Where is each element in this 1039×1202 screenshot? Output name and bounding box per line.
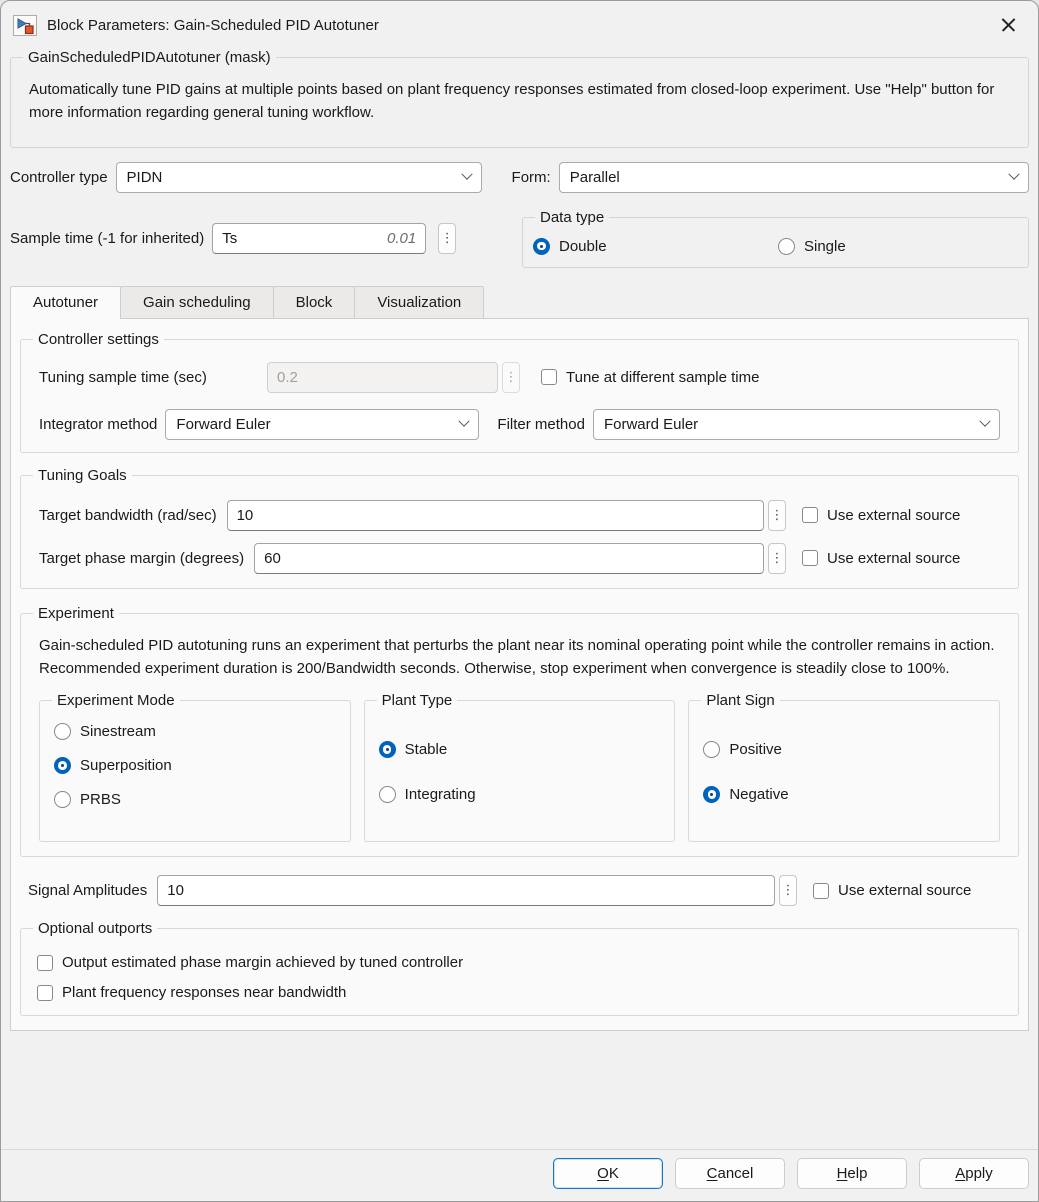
integrator-method-value: Forward Euler: [176, 415, 271, 433]
mask-group: [10, 49, 1029, 148]
signal-external-source-label: Use external source: [838, 882, 972, 899]
tab-gain-scheduling[interactable]: Gain scheduling: [120, 286, 274, 318]
experiment-mode-legend: Experiment Mode: [57, 692, 175, 709]
radio-integrating-label: Integrating: [404, 786, 476, 803]
data-type-group: [522, 209, 1029, 268]
signal-amplitudes-options-button[interactable]: ⋮: [779, 875, 797, 906]
radio-double-label: Double: [559, 237, 607, 255]
radio-single-label: Single: [804, 237, 846, 255]
sample-time-label: Sample time (-1 for inherited): [10, 229, 205, 247]
tuning-sample-time-input: [267, 362, 498, 393]
controller-settings-group: [20, 331, 1019, 453]
title-bar: [1, 1, 1038, 49]
plant-frequency-responses-checkbox[interactable]: [37, 984, 1002, 1001]
radio-single[interactable]: [778, 238, 846, 255]
controller-type-row: [10, 162, 1029, 193]
chevron-down-icon: [459, 416, 470, 427]
filter-method-label: Filter method: [497, 415, 585, 433]
tab-bar: [10, 286, 1029, 319]
tab-visualization[interactable]: Visualization: [354, 286, 484, 318]
controller-type-label: Controller type: [10, 168, 108, 186]
phase-external-source-label: Use external source: [827, 549, 961, 567]
experiment-description: Gain-scheduled PID autotuning runs an experiment that perturbs the plant near its nominal operating point while the controller remains in action. Recommended experiment duration is 200/Bandwidth seconds. Otherwise, stop experiment when convergence is steadily close to 100%.: [39, 636, 995, 677]
radio-icon: [533, 238, 550, 255]
chevron-down-icon: [979, 416, 990, 427]
experiment-mode-group: [39, 692, 351, 842]
checkbox-icon: [813, 883, 829, 899]
tuning-sample-time-value: 0.2: [277, 368, 298, 386]
radio-negative-label: Negative: [729, 786, 789, 803]
radio-icon: [379, 741, 396, 758]
target-bandwidth-value: 10: [236, 506, 254, 524]
radio-icon: [379, 786, 396, 803]
radio-integrating[interactable]: [379, 786, 661, 803]
radio-stable-label: Stable: [404, 741, 448, 758]
sample-time-value: Ts: [222, 229, 238, 247]
radio-positive-label: Positive: [729, 741, 782, 758]
radio-icon: [703, 786, 720, 803]
radio-superposition-label: Superposition: [80, 757, 172, 774]
signal-amplitudes-input[interactable]: [157, 875, 775, 906]
radio-icon: [54, 723, 71, 740]
tune-different-sample-time-checkbox[interactable]: [541, 369, 759, 386]
optional-outports-group: [20, 920, 1019, 1016]
controller-settings-legend: Controller settings: [38, 330, 159, 348]
form-label: Form:: [511, 168, 551, 186]
radio-positive[interactable]: [703, 741, 985, 758]
target-bandwidth-input[interactable]: [227, 500, 764, 531]
cancel-button[interactable]: Cancel: [675, 1158, 785, 1189]
target-phase-margin-value: 60: [264, 549, 281, 567]
radio-double[interactable]: [533, 238, 778, 255]
form-value: Parallel: [569, 168, 620, 186]
checkbox-icon: [802, 550, 818, 566]
tab-autotuner[interactable]: Autotuner: [10, 286, 121, 319]
checkbox-icon: [37, 985, 53, 1001]
checkbox-icon: [37, 955, 53, 971]
tune-different-sample-time-label: Tune at different sample time: [566, 368, 760, 386]
tuning-goals-legend: Tuning Goals: [38, 466, 127, 484]
signal-amplitudes-label: Signal Amplitudes: [28, 882, 148, 899]
tuning-goals-group: [20, 467, 1019, 589]
plant-sign-group: [688, 692, 1000, 842]
checkbox-icon: [802, 507, 818, 523]
plant-type-legend: Plant Type: [381, 692, 453, 709]
filter-method-dropdown[interactable]: [593, 409, 1000, 440]
radio-sinestream-label: Sinestream: [80, 723, 156, 740]
signal-amplitudes-value: 10: [167, 882, 184, 899]
mask-legend: GainScheduledPIDAutotuner (mask): [28, 49, 271, 66]
radio-sinestream[interactable]: [54, 723, 336, 740]
filter-method-value: Forward Euler: [603, 415, 699, 433]
tuning-sample-time-label: Tuning sample time (sec): [39, 368, 207, 386]
plant-frequency-responses-label: Plant frequency responses near bandwidth: [62, 984, 347, 1001]
apply-button[interactable]: Apply: [919, 1158, 1029, 1189]
signal-external-source-checkbox[interactable]: [813, 882, 1011, 899]
target-phase-margin-input[interactable]: [254, 543, 764, 574]
simulink-block-icon: [13, 15, 37, 36]
optional-outports-legend: Optional outports: [38, 920, 153, 937]
sample-time-row: [10, 209, 1029, 268]
target-bandwidth-options-button[interactable]: ⋮: [768, 500, 786, 531]
window-title: Block Parameters: Gain-Scheduled PID Autotuner: [47, 16, 379, 34]
data-type-legend: Data type: [540, 208, 605, 226]
target-phase-margin-options-button[interactable]: ⋮: [768, 543, 786, 574]
help-button[interactable]: Help: [797, 1158, 907, 1189]
signal-amplitudes-row: [28, 875, 1011, 906]
form-dropdown[interactable]: [559, 162, 1029, 193]
target-bandwidth-label: Target bandwidth (rad/sec): [39, 506, 217, 524]
integrator-method-label: Integrator method: [39, 415, 158, 433]
radio-prbs[interactable]: [54, 791, 336, 808]
integrator-method-dropdown[interactable]: [165, 409, 479, 440]
tab-block[interactable]: Block: [273, 286, 356, 318]
checkbox-icon: [541, 369, 557, 385]
chevron-down-icon: [461, 169, 472, 180]
radio-icon: [54, 757, 71, 774]
output-phase-margin-checkbox[interactable]: [37, 954, 1002, 971]
experiment-legend: Experiment: [38, 604, 114, 622]
sample-time-evaluated-value: 0.01: [387, 229, 417, 247]
radio-superposition[interactable]: [54, 757, 336, 774]
radio-icon: [703, 741, 720, 758]
ok-button[interactable]: OK: [553, 1158, 663, 1189]
tuning-sample-time-options-button: ⋮: [502, 362, 520, 393]
controller-type-value: PIDN: [126, 168, 163, 186]
radio-icon: [778, 238, 795, 255]
autotuner-tab-panel: [10, 319, 1029, 1032]
chevron-down-icon: [1008, 169, 1019, 180]
close-button[interactable]: [992, 9, 1024, 41]
bandwidth-external-source-checkbox[interactable]: [802, 507, 1000, 524]
sample-time-input[interactable]: [212, 223, 426, 254]
radio-prbs-label: PRBS: [80, 791, 121, 808]
radio-icon: [54, 791, 71, 808]
bandwidth-external-source-label: Use external source: [827, 506, 961, 524]
dialog-footer: [1, 1149, 1038, 1201]
controller-type-dropdown[interactable]: [116, 162, 482, 193]
phase-external-source-checkbox[interactable]: [802, 550, 1000, 567]
sample-time-options-button[interactable]: ⋮: [438, 223, 456, 254]
radio-stable[interactable]: [379, 741, 661, 758]
target-phase-margin-label: Target phase margin (degrees): [39, 549, 245, 567]
experiment-group: [20, 605, 1019, 858]
output-phase-margin-label: Output estimated phase margin achieved by tuned controller: [62, 954, 464, 971]
plant-sign-legend: Plant Sign: [706, 692, 775, 709]
mask-description: Automatically tune PID gains at multiple points based on plant frequency responses estimated from closed-loop experiment. Use "Help" button for more information regarding general tuning workflow.: [29, 81, 995, 122]
radio-negative[interactable]: [703, 786, 985, 803]
plant-type-group: [364, 692, 676, 842]
